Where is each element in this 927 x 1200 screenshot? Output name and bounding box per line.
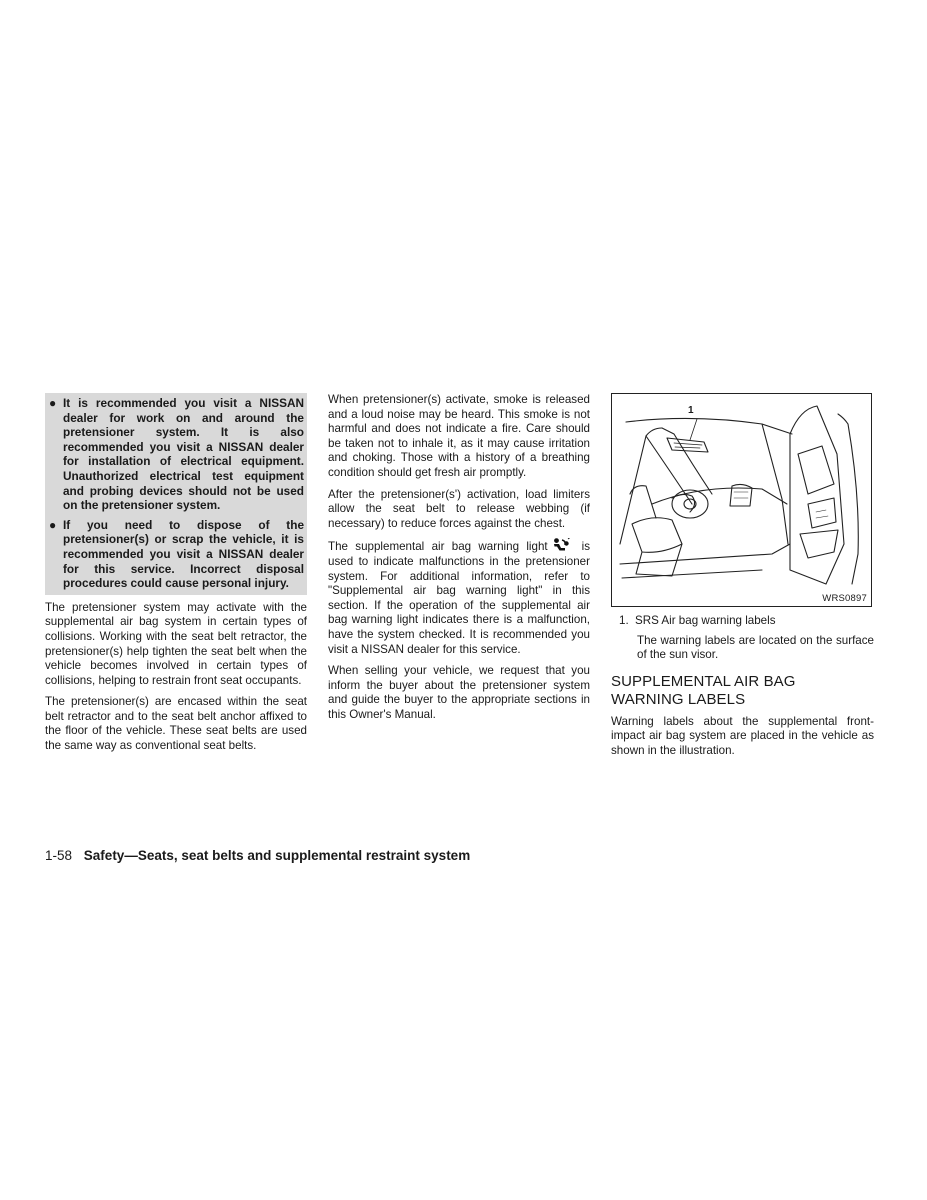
warning-text: It is recommended you visit a NISSAN dealer for work on and around the pretensioner system. It is also recommended you visit a NISSAN dealer for installation of electrical equipment. Unauthorized electrical test equipment and probing devices should not be used on the pretensioner system. bbox=[63, 396, 304, 513]
body-paragraph: When selling your vehicle, we request that you inform the buyer about the pretensioner system and guide the buyer to the appropriate sections in this Owner's Manual. bbox=[328, 664, 590, 721]
body-paragraph: The pretensioner(s) are encased within the seat belt retractor and to the seat belt anchor affixed to the floor of the vehicle. These seat belts are used the same way as conventional seat belts. bbox=[45, 695, 307, 753]
figure-caption bbox=[619, 614, 874, 629]
column-right bbox=[611, 393, 874, 766]
section-heading-line: WARNING LABELS bbox=[611, 690, 746, 708]
paragraph-text: The supplemental air bag warning light bbox=[328, 540, 548, 554]
warning-box bbox=[45, 393, 307, 595]
bullet-icon: ● bbox=[49, 396, 57, 410]
car-interior-illustration bbox=[611, 393, 872, 607]
body-paragraph: Warning labels about the supplemental front-impact air bag system are placed in the vehicle as shown in the illustration. bbox=[611, 714, 874, 757]
warning-item bbox=[49, 396, 304, 513]
column-middle bbox=[328, 393, 590, 729]
body-paragraph: The pretensioner system may activate with the supplemental air bag system in certain types of collisions. Working with the seat belt retractor, the pretensioner(s) help tighten the seat belt when the vehicle becomes involved in certain types of collisions, helping to restrain front seat occupants. bbox=[45, 600, 307, 687]
airbag-warning-light-icon bbox=[552, 538, 570, 552]
body-paragraph: After the pretensioner(s') activation, load limiters allow the seat belt to release webbing (if necessary) to reduce forces against the chest. bbox=[328, 487, 590, 530]
caption-number: 1. bbox=[619, 614, 629, 627]
body-paragraph bbox=[328, 538, 590, 657]
body-paragraph: When pretensioner(s) activate, smoke is released and a loud noise may be heard. This smoke is not harmful and does not indicate a fire. Care should be taken not to inhale it, as it may cause irritation and choking. Those with a history of a breathing condition should get fresh air promptly. bbox=[328, 393, 590, 479]
caption-description: The warning labels are located on the surface of the sun visor. bbox=[637, 633, 874, 662]
section-heading bbox=[611, 673, 874, 709]
caption-label: SRS Air bag warning labels bbox=[635, 614, 776, 627]
section-heading-line: SUPPLEMENTAL AIR BAG bbox=[611, 672, 796, 690]
callout-number: 1 bbox=[688, 405, 694, 416]
warning-text: If you need to dispose of the pretensioner(s) or scrap the vehicle, it is recommended you visit a NISSAN dealer for this service. Incorrect disposal procedures could cause personal injury. bbox=[63, 517, 304, 591]
paragraph-text: is used to indicate malfunctions in the pretensioner system. For additional information, refer to "Supplemental air bag warning light" in this section. If the operation of the supplemental air bag warning light indicates there is a malfunction, have the system checked. It is recommended you visit a NISSAN dealer for this service. bbox=[328, 540, 590, 656]
figure-code: WRS0897 bbox=[822, 593, 867, 604]
warning-item bbox=[49, 518, 304, 591]
illustration-drawing bbox=[612, 394, 871, 606]
section-title: Safety—Seats, seat belts and supplemental restraint system bbox=[83, 848, 471, 863]
bullet-icon: ● bbox=[49, 517, 57, 532]
page-footer bbox=[45, 848, 470, 863]
column-left bbox=[45, 393, 307, 761]
page-number: 1-58 bbox=[45, 848, 73, 863]
